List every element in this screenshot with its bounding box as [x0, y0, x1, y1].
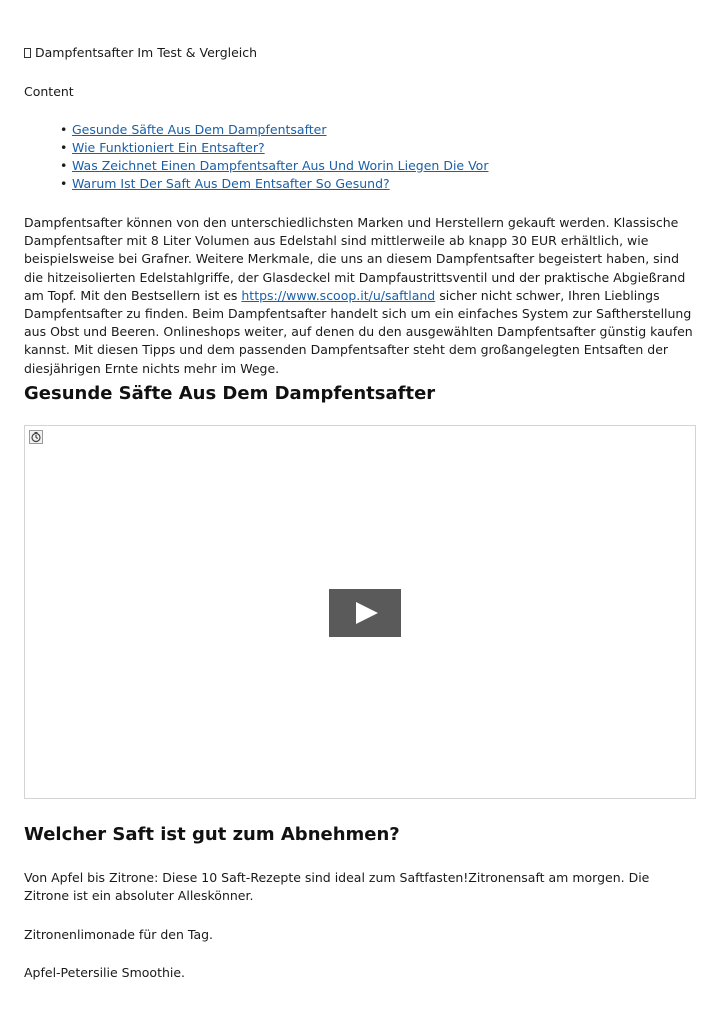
- section-heading-gesunde-saefte: Gesunde Säfte Aus Dem Dampfentsafter: [24, 383, 436, 404]
- toc-item: [24, 139, 488, 157]
- clock-icon: [29, 430, 43, 444]
- toc-item: [24, 175, 488, 193]
- toc-link-warum-gesund[interactable]: Warum Ist Der Saft Aus Dem Entsafter So Gesund?: [72, 176, 390, 191]
- bullet-icon: •: [60, 122, 68, 137]
- toc-label: Content: [24, 84, 74, 99]
- toc-item: [24, 121, 488, 139]
- intro-paragraph: [24, 214, 696, 378]
- bullet-icon: •: [60, 158, 68, 173]
- table-of-contents: [24, 121, 488, 193]
- toc-link-gesunde-saefte[interactable]: Gesunde Säfte Aus Dem Dampfentsafter: [72, 122, 327, 137]
- video-embed[interactable]: [24, 425, 696, 799]
- intro-text-before: Dampfentsafter können von den unterschiedlichsten Marken und Herstellern gekauft werden. Klassische Dampfentsafter mit 8 Liter Volumen aus Edelstahl sind mittlerweile ab knapp 30 EUR erhältlich, wie beispielsweise bei Grafner. Weitere Merkmale, die uns an diesem Dampfentsafter begeistert haben, sind die hitzeisolierten Edelstahlgriffe, der Glasdeckel mit Dampfaustrittsventil und der praktische Abgießrand am Topf. Mit den Bestsellern ist es: [24, 215, 686, 303]
- paragraph-zitronenlimonade: Zitronenlimonade für den Tag.: [24, 927, 214, 942]
- saftland-link[interactable]: https://www.scoop.it/u/saftland: [241, 287, 436, 303]
- missing-glyph-icon: [24, 48, 31, 58]
- bullet-icon: •: [60, 176, 68, 191]
- play-button[interactable]: [329, 589, 401, 637]
- toc-link-was-zeichnet[interactable]: Was Zeichnet Einen Dampfentsafter Aus Und Worin Liegen Die Vor: [72, 158, 489, 173]
- paragraph-smoothie: Apfel-Petersilie Smoothie.: [24, 965, 186, 980]
- intro-text-after: sicher nicht schwer, Ihren Lieblings Dampfentsafter zu finden. Beim Dampfentsafter handelt sich um ein einfaches System zur Saftherstellung aus Obst und Beeren. Onlineshops weiter, auf denen du den ausgewählten Dampfentsafter günstig kaufen kannst. Mit diesen Tipps und dem passenden Dampfentsafter steht dem großangelegten Entsaften der diesjährigen Ernte nichts mehr im Wege.: [24, 287, 693, 376]
- section-heading-abnehmen: Welcher Saft ist gut zum Abnehmen?: [24, 824, 400, 845]
- document-title: [24, 44, 257, 62]
- paragraph-saft-rezepte: Von Apfel bis Zitrone: Diese 10 Saft-Rezepte sind ideal zum Saftfasten!Zitronensaft am morgen. Die Zitrone ist ein absoluter Alleskönner.: [24, 870, 650, 904]
- toc-link-wie-funktioniert[interactable]: Wie Funktioniert Ein Entsafter?: [72, 140, 265, 155]
- toc-item: [24, 157, 488, 175]
- play-icon: [356, 602, 378, 624]
- document-title-text: Dampfentsafter Im Test & Vergleich: [35, 45, 258, 60]
- bullet-icon: •: [60, 140, 68, 155]
